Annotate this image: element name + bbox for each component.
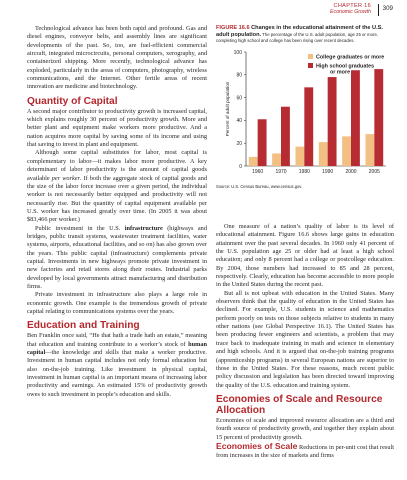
page-number: 309 [378, 4, 393, 16]
paragraph-economies-of-scale: Economies of Scale Reductions in per-unit cost that result from increases in the size of markets and firms [216, 440, 394, 460]
left-column [27, 25, 207, 399]
paragraph-capital-intro: A second major contributor to productivity growth is increased capital, which explains roughly 30 percent of productivity growth. More and better plant and equipment make workers more productive. And a nation acquires more capital by saving some of its income and using that saving to invest in plant and equipment. [27, 107, 207, 149]
legend-swatch [308, 54, 313, 59]
y-tick-label: 60 [236, 94, 242, 101]
educational-attainment-chart [216, 46, 394, 184]
bar-college-graduates [365, 134, 374, 166]
running-head-chapter: CHAPTER 16 [333, 3, 371, 9]
heading-economies-of-scale-allocation: Economies of Scale and Resource Allocation [216, 393, 383, 416]
y-tick-label: 100 [233, 49, 242, 56]
bar-college-graduates [295, 146, 304, 165]
heading-economies-of-scale: Economies of Scale [216, 440, 298, 451]
heading-education-and-training: Education and Training [27, 320, 140, 332]
bar-high-school-graduates [374, 69, 383, 166]
y-tick-label: 20 [236, 140, 242, 147]
paragraph-human-capital: Ben Franklin once said, “He that hath a trade hath an estate,” meaning that education and training contribute to a worker’s stock of human capital—the knowledge and skills that make a worker productive. Investment in human capital includes not only formal education but also on-the-job training. Like investment in physical capital, investment in human capital is an important means of increasing labor productivity and earnings. An estimated 15% of productivity growth owes to such investment in people’s education and skills. [27, 332, 207, 398]
y-axis-label: Percent of adult population [225, 81, 230, 136]
x-tick-label: 1960 [252, 168, 264, 175]
heading-quantity-of-capital: Quantity of Capital [27, 95, 118, 107]
bar-high-school-graduates [328, 77, 337, 166]
running-head-subtitle: Economic Growth [330, 9, 371, 15]
emphasis-per-worker: per worker [51, 174, 81, 182]
x-tick-label: 2005 [368, 168, 380, 175]
figure-label: FIGURE 16.6 [216, 25, 250, 31]
y-tick-label: 80 [236, 72, 242, 79]
figure-source: Source: U.S. Census Bureau, www.census.gov. [216, 183, 303, 189]
figure-title: Changes in the educational attainment of the U.S. adult population. [216, 25, 383, 38]
paragraph-technological-advance: Technological advance has been both rapid and profound. Gas and diesel engines, conveyor belts, and assembly lines are significant developments of the past. So, too, are fuel-efficient commercial aircraft, integrated microcircuits, personal computers, xerography, and containerized shipping. More recently, technological advance has exploded, particularly in the areas of computers, photography, wireless communications, and the Internet. Other fertile areas of recent innovation are medicine and biotechnology. [27, 25, 207, 91]
paragraph-scale-allocation: Economies of scale and improved resource allocation are a third and fourth source of productivity growth, and together they explain about 15 percent of productivity growth. [216, 416, 394, 441]
legend-label: College graduates or more [316, 53, 385, 60]
term-infrastructure: infrastructure [124, 224, 163, 232]
figure-16-6 [216, 25, 394, 189]
figure-description: The percentage of the U.S. adult population, age 25 or more, completing high school and college has been rising over recent decades. [216, 31, 379, 43]
x-tick-label: 1970 [275, 168, 287, 175]
bar-college-graduates [249, 156, 258, 165]
x-tick-label: 1980 [298, 168, 310, 175]
bar-college-graduates [272, 153, 281, 166]
bar-high-school-graduates [258, 119, 267, 166]
figure-caption [216, 25, 394, 45]
paragraph-capital-complementary: Although some capital substitutes for labor, most capital is complementary to labor—it makes labor more productive. A key determinant of labor productivity is the amount of capital goods available per worker. If both the aggregate stock of capital goods and the size of the labor force increase over a given period, the individual worker is not necessarily better equipped and productivity will not necessarily rise. But the quantity of capital equipment available per U.S. worker has increased greatly over time. (In 2005 it was about $83,466 per worker.) [27, 149, 207, 224]
legend-label: High school graduates or more [316, 62, 375, 75]
term-human-capital: human capital [27, 340, 207, 357]
bar-college-graduates [319, 142, 328, 166]
bar-high-school-graduates [281, 106, 290, 165]
paragraph-educational-attainment: One measure of a nation’s quality of labor is its level of educational attainment. Figure 16.6 shows large gains in education attainment over the past several decades. In 1960 only 41 percent of the U.S. population age 25 or older had at least a high school education; and only 8 percent had a college or postcollege education. By 2004, those numbers had increased to 85 and 28 percent, respectively. Clearly, education has become accessible to more people in the United States during the recent past. [216, 223, 394, 289]
bar-high-school-graduates [304, 87, 313, 166]
bar-college-graduates [342, 136, 351, 166]
x-tick-label: 1990 [322, 168, 334, 175]
bar-high-school-graduates [351, 70, 360, 166]
paragraph-education-quality: But all is not upbeat with education in the United States. Many observers think that the quality of education in the United States has declined. For example, U.S. students in science and mathematics perform poorly on tests on those subjects relative to students in many other nations (see Global Perspective 16.1). The United States has been producing fewer engineers and scientists, a problem that may trace back to inadequate training in math and science in elementary and high schools. And it is argued that on-the-job training programs (apprenticeship programs) in several European nations are superior to those in the United States. For these reasons, much recent public policy discussion and legislation has been directed toward improving the quality of the U.S. education and training system. [216, 289, 394, 389]
legend-swatch [308, 63, 313, 68]
y-tick-label: 40 [236, 117, 242, 124]
paragraph-infrastructure: Public investment in the U.S. infrastructure (highways and bridges, public transit systems, wastewater treatment facilities, water systems, airports, educational facilities, and so on) has also grown over the years. This public capital (infrastructure) complements private capital. Investments in new highways promote private investment in new factories and retail stores along their routes. Industrial parks developed by local governments attract manufacturing and distribution firms. [27, 224, 207, 290]
running-head [330, 3, 371, 15]
x-tick-label: 2000 [345, 168, 357, 175]
y-tick-label: 0 [239, 163, 242, 170]
paragraph-private-infrastructure: Private investment in infrastructure also plays a large role in economic growth. One example is the tremendous growth of private capital relating to communications systems over the years. [27, 291, 207, 315]
right-column [216, 223, 394, 461]
